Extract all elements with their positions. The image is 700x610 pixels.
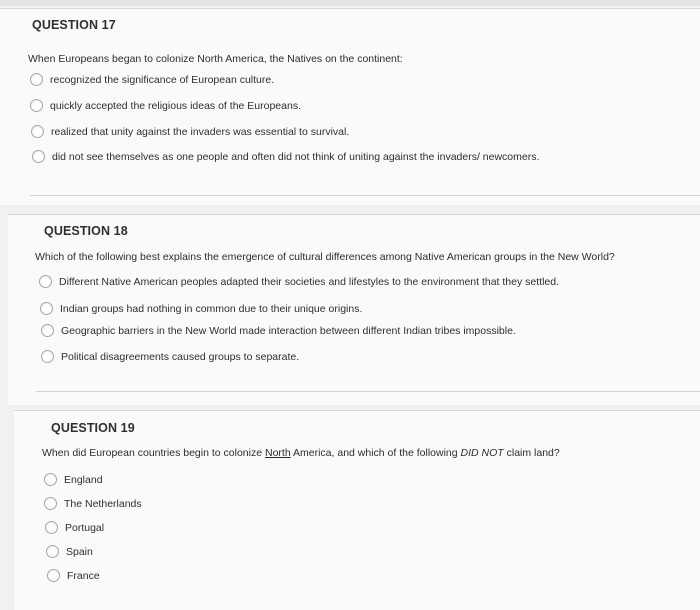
answer-option[interactable]: [32, 150, 539, 163]
question-17: [0, 8, 700, 205]
prompt-text: When did European countries begin to colonize: [42, 447, 265, 459]
answer-option[interactable]: [47, 569, 100, 582]
question-prompt: [42, 447, 560, 459]
divider: [30, 195, 700, 196]
radio-button[interactable]: [32, 150, 45, 163]
answer-option[interactable]: [39, 275, 559, 288]
answer-label: Spain: [66, 545, 93, 558]
radio-button[interactable]: [45, 521, 58, 534]
radio-button[interactable]: [30, 73, 43, 86]
question-prompt: Which of the following best explains the emergence of cultural differences among Native American groups in the New World?: [35, 251, 615, 263]
prompt-text: America, and which of the following: [290, 447, 461, 459]
question-prompt: When Europeans began to colonize North America, the Natives on the continent:: [28, 53, 403, 65]
answer-option[interactable]: [31, 125, 349, 138]
radio-button[interactable]: [46, 545, 59, 558]
radio-button[interactable]: [41, 324, 54, 337]
prompt-text: claim land?: [503, 447, 560, 459]
answer-label: Indian groups had nothing in common due to their unique origins.: [60, 302, 363, 315]
prompt-underlined-text: North: [264, 447, 291, 459]
radio-button[interactable]: [30, 99, 43, 112]
radio-button[interactable]: [41, 350, 54, 363]
radio-button[interactable]: [31, 125, 44, 138]
top-border: [0, 0, 700, 6]
answer-label: The Netherlands: [64, 497, 142, 510]
radio-button[interactable]: [47, 569, 60, 582]
question-title: QUESTION 18: [44, 224, 128, 238]
question-title: QUESTION 17: [32, 18, 116, 32]
answer-option[interactable]: [30, 99, 301, 112]
answer-label: recognized the significance of European culture.: [50, 73, 275, 86]
prompt-emphasis-text: DID NOT: [460, 447, 504, 459]
answer-option[interactable]: [40, 302, 362, 315]
answer-label: realized that unity against the invaders was essential to survival.: [51, 125, 350, 138]
answer-option[interactable]: [46, 545, 93, 558]
question-title: QUESTION 19: [51, 421, 135, 435]
answer-label: Different Native American peoples adapted their societies and lifestyles to the environment that they settled.: [59, 275, 560, 288]
divider: [36, 391, 700, 392]
answer-option[interactable]: [45, 521, 104, 534]
answer-option[interactable]: [44, 473, 103, 486]
radio-button[interactable]: [40, 302, 53, 315]
question-19: [14, 410, 700, 610]
answer-label: did not see themselves as one people and often did not think of uniting against the invaders/ newcomers.: [52, 150, 540, 163]
radio-button[interactable]: [44, 497, 57, 510]
answer-label: Political disagreements caused groups to separate.: [61, 350, 300, 363]
radio-button[interactable]: [39, 275, 52, 288]
answer-label: England: [64, 473, 103, 486]
answer-label: France: [67, 569, 100, 582]
answer-label: Geographic barriers in the New World made interaction between different Indian tribes impossible.: [61, 324, 516, 337]
question-18: [8, 214, 700, 405]
answer-option[interactable]: [44, 497, 142, 510]
answer-option[interactable]: [41, 350, 299, 363]
answer-label: Portugal: [65, 521, 105, 534]
answer-option[interactable]: [30, 73, 274, 86]
answer-option[interactable]: [41, 324, 516, 337]
answer-label: quickly accepted the religious ideas of the Europeans.: [50, 99, 301, 112]
radio-button[interactable]: [44, 473, 57, 486]
